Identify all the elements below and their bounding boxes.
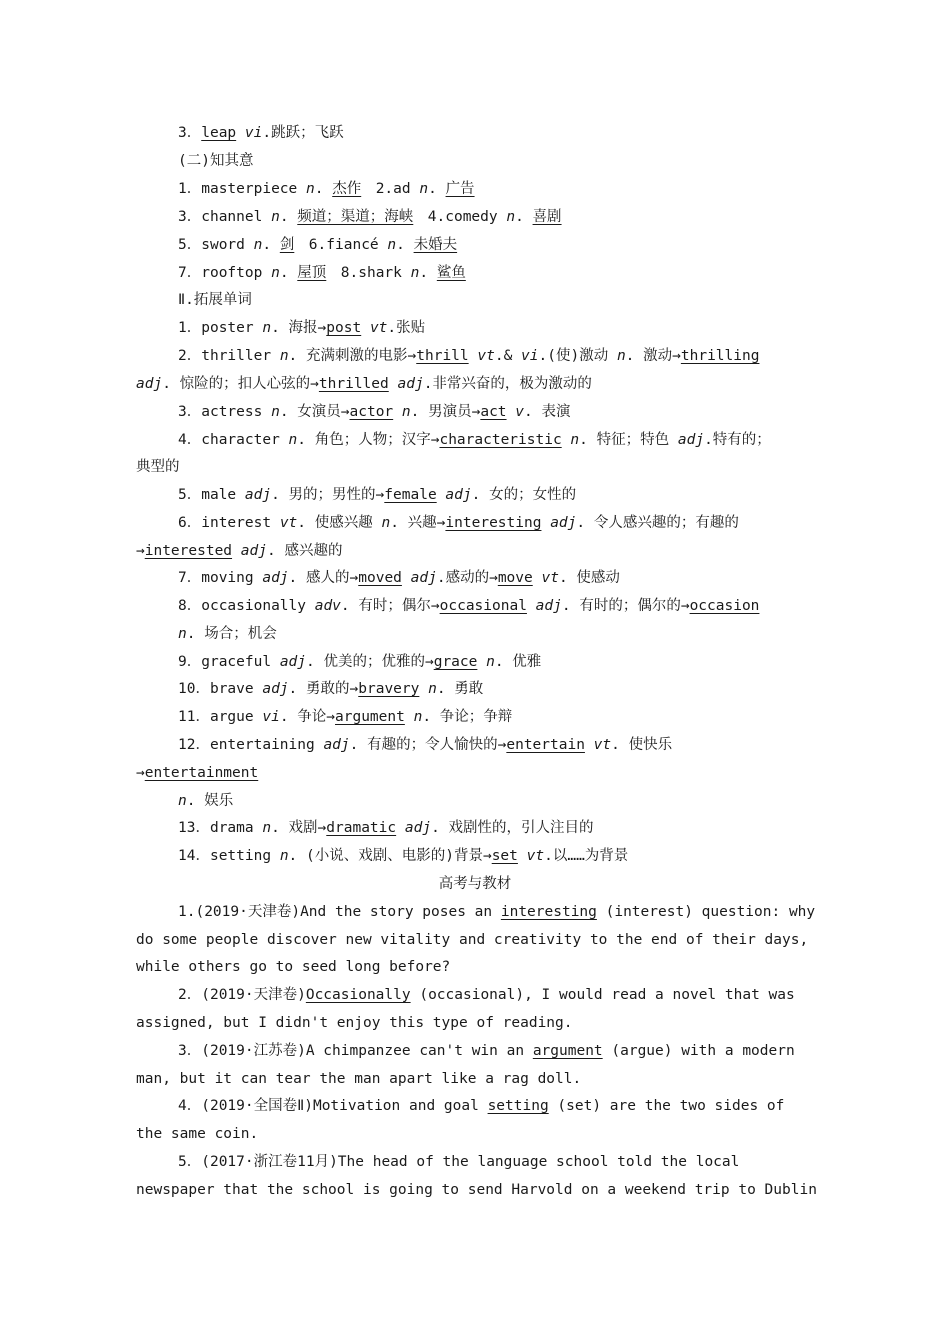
text-segment: . 争论；争辩 — [422, 709, 513, 725]
text-segment — [527, 598, 536, 614]
text-segment: 6．interest — [178, 515, 280, 531]
text-segment: . 优美的；优雅的→ — [306, 654, 434, 670]
text-segment: adj — [244, 487, 272, 503]
text-line — [178, 707, 512, 727]
text-line — [136, 1124, 258, 1144]
text-segment: .感动的→ — [436, 570, 498, 586]
text-segment: adj — [535, 598, 562, 614]
text-segment: vt — [279, 515, 298, 531]
text-line — [178, 430, 771, 450]
answer-blank: 广告 — [445, 181, 475, 197]
text-segment: n — [279, 848, 289, 864]
text-segment: 3．(2019·江苏卷)A chimpanzee can't win an — [178, 1043, 533, 1059]
text-segment: .(使)激动 — [538, 348, 617, 364]
text-segment: 2．thriller — [178, 348, 280, 364]
text-segment: . 感人的→ — [288, 570, 359, 586]
text-segment: → — [136, 543, 145, 559]
answer-blank: entertainment — [144, 765, 259, 781]
text-segment: 1．masterpiece — [178, 181, 306, 197]
text-segment: n — [428, 681, 437, 697]
text-segment: 8.shark — [326, 265, 411, 281]
text-segment: . 海报→ — [271, 320, 327, 336]
text-segment: . (小说、戏剧、电影的)背景→ — [288, 848, 492, 864]
text-segment: → — [136, 765, 145, 781]
text-line — [178, 290, 252, 310]
text-segment: 7．moving — [178, 570, 263, 586]
text-segment: . 勇敢 — [436, 681, 484, 697]
answer-blank: thrilled — [318, 376, 389, 392]
text-segment: adj — [550, 515, 577, 531]
text-segment — [405, 709, 414, 725]
text-segment: .& — [494, 348, 522, 364]
text-line — [136, 374, 592, 394]
text-segment: adj — [262, 570, 289, 586]
text-segment: vi — [244, 125, 263, 141]
text-segment: adj — [397, 376, 424, 392]
answer-blank: move — [497, 570, 533, 586]
answer-blank: grace — [433, 654, 478, 670]
text-segment: 12．entertaining — [178, 737, 324, 753]
text-segment: adj — [240, 543, 267, 559]
text-segment: 1．poster — [178, 320, 263, 336]
answer-blank: set — [491, 848, 518, 864]
text-line — [178, 123, 344, 143]
text-line — [178, 151, 253, 171]
text-segment: . 特征；特色 — [579, 432, 678, 448]
answer-blank: bravery — [358, 681, 420, 697]
answer-blank: 杰作 — [332, 181, 362, 197]
text-segment: v — [515, 404, 525, 420]
answer-blank: 频道；渠道；海峡 — [297, 209, 414, 225]
text-line — [178, 235, 457, 255]
text-segment: 3．actress — [178, 404, 272, 420]
text-segment: n — [271, 209, 280, 225]
text-segment: n — [262, 320, 272, 336]
text-line — [178, 791, 233, 811]
text-segment: .以……为背景 — [544, 848, 629, 864]
text-segment: 7．rooftop — [178, 265, 272, 281]
text-segment: adj — [279, 654, 307, 670]
text-line — [136, 957, 450, 977]
text-line — [178, 652, 541, 672]
text-segment: n — [271, 265, 280, 281]
text-segment: . — [279, 265, 298, 281]
answer-blank: thrill — [416, 348, 469, 364]
text-segment: 2．(2019·天津卷) — [178, 987, 306, 1003]
answer-blank: interesting — [445, 515, 542, 531]
text-segment: while others go to seed long before? — [136, 959, 451, 975]
text-segment: . 使快乐 — [611, 737, 673, 753]
text-segment: 4．(2019·全国卷Ⅱ)Motivation and goal — [178, 1098, 488, 1114]
answer-blank: Occasionally — [305, 987, 411, 1003]
text-segment: n — [401, 404, 411, 420]
text-segment: n — [410, 265, 420, 281]
text-line — [178, 402, 570, 422]
text-segment: 2.ad — [361, 181, 420, 197]
text-segment: . 有趣的；令人愉快的→ — [349, 737, 507, 753]
text-segment: 11．argue — [178, 709, 263, 725]
text-segment — [419, 681, 428, 697]
text-segment: . 争论→ — [279, 709, 336, 725]
text-segment: 3．channel — [178, 209, 272, 225]
text-segment — [396, 820, 405, 836]
text-segment: n — [387, 237, 397, 253]
answer-blank: occasional — [439, 598, 527, 614]
text-segment: n — [288, 432, 298, 448]
text-segment: (interest) question: why — [596, 904, 816, 920]
text-line — [178, 735, 672, 755]
text-line — [178, 985, 795, 1005]
text-segment: (二)知其意 — [178, 153, 254, 169]
text-segment: 14．setting — [178, 848, 280, 864]
text-segment — [507, 404, 516, 420]
text-segment: 6.fiancé — [294, 237, 388, 253]
text-segment: 5．male — [178, 487, 245, 503]
text-segment: vi — [521, 348, 539, 364]
text-line — [178, 207, 562, 227]
text-segment: . 戏剧性的，引人注目的 — [431, 820, 594, 836]
answer-blank: interested — [144, 543, 233, 559]
text-segment: adj — [404, 820, 432, 836]
text-segment — [393, 404, 402, 420]
text-segment: . 使感兴趣 — [297, 515, 382, 531]
text-segment: n — [253, 237, 263, 253]
text-segment: . 女演员→ — [279, 404, 350, 420]
answer-blank: dramatic — [326, 820, 397, 836]
text-segment — [361, 320, 370, 336]
text-segment: (set) are the two sides of — [548, 1098, 785, 1114]
text-segment: 8．occasionally — [178, 598, 315, 614]
text-segment: adj — [323, 737, 350, 753]
text-segment: . 令人感兴趣的；有趣的 — [576, 515, 739, 531]
text-line — [178, 263, 466, 283]
text-segment: 3． — [178, 125, 202, 141]
answer-blank: characteristic — [439, 432, 562, 448]
text-segment: . 戏剧→ — [271, 820, 327, 836]
answer-blank: post — [326, 320, 362, 336]
text-line — [136, 1013, 573, 1033]
answer-blank: entertain — [506, 737, 585, 753]
text-line — [178, 596, 759, 616]
text-line — [136, 1069, 581, 1089]
text-segment: .张贴 — [387, 320, 426, 336]
text-segment — [236, 125, 245, 141]
text-line — [136, 541, 342, 561]
text-segment — [585, 737, 594, 753]
text-segment: vi — [262, 709, 280, 725]
text-segment: .跳跃；飞跃 — [262, 125, 344, 141]
text-line — [178, 179, 475, 199]
text-segment: . — [314, 181, 333, 197]
text-segment — [402, 570, 411, 586]
text-segment: . 激动→ — [625, 348, 681, 364]
answer-blank: leap — [201, 125, 237, 141]
text-segment: adj — [262, 681, 289, 697]
text-segment: n — [262, 820, 272, 836]
text-segment: 4.comedy — [413, 209, 507, 225]
text-segment: . 充满刺激的电影→ — [288, 348, 417, 364]
text-segment: 典型的 — [136, 459, 180, 475]
text-segment: . 场合；机会 — [186, 626, 277, 642]
text-segment: vt — [541, 570, 559, 586]
text-segment: vt — [593, 737, 612, 753]
text-segment: n — [271, 404, 280, 420]
text-segment: assigned, but I didn't enjoy this type of reading. — [136, 1015, 573, 1031]
text-segment: n — [506, 209, 516, 225]
text-segment: n — [178, 793, 187, 809]
text-segment: n — [419, 181, 429, 197]
text-line — [136, 930, 808, 950]
text-line — [136, 763, 258, 783]
answer-blank: argument — [335, 709, 405, 725]
text-segment: newspaper that the school is going to send Harvold on a weekend trip to Dublin — [136, 1182, 817, 1198]
text-segment: . 勇敢的→ — [288, 681, 359, 697]
text-line — [178, 902, 815, 922]
text-segment: (occasional), I would read a novel that was — [410, 987, 795, 1003]
text-segment: n — [570, 432, 580, 448]
text-segment: man, but it can tear the man apart like a rag doll. — [136, 1071, 582, 1087]
text-line — [178, 679, 483, 699]
text-line — [178, 846, 628, 866]
text-segment: . 有时；偶尔→ — [340, 598, 440, 614]
text-segment: 13．drama — [178, 820, 263, 836]
answer-blank: thrilling — [680, 348, 760, 364]
answer-blank: 未婚夫 — [413, 237, 458, 253]
text-segment — [518, 848, 527, 864]
text-segment: Ⅱ.拓展单词 — [178, 292, 252, 308]
text-segment: .非常兴奋的，极为激动的 — [423, 376, 592, 392]
text-segment: adj — [136, 376, 163, 392]
text-segment: . — [279, 209, 298, 225]
answer-blank: female — [384, 487, 437, 503]
text-line — [136, 457, 180, 477]
answer-blank: occasion — [689, 598, 760, 614]
text-line — [178, 818, 594, 838]
text-segment: vt — [477, 348, 495, 364]
answer-blank: interesting — [500, 904, 597, 920]
text-segment: do some people discover new vitality and creativity to the end of their days, — [136, 932, 809, 948]
text-segment: n — [486, 654, 495, 670]
text-segment: . — [396, 237, 414, 253]
text-segment: . — [428, 181, 446, 197]
text-segment: n — [381, 515, 391, 531]
text-segment — [232, 543, 241, 559]
text-segment: n — [178, 626, 187, 642]
answer-blank: act — [480, 404, 507, 420]
text-segment: . 男的；男性的→ — [271, 487, 385, 503]
text-line — [178, 513, 739, 533]
text-line — [178, 318, 425, 338]
text-segment: 1.(2019·天津卷)And the story poses an — [178, 904, 501, 920]
text-segment: 4．character — [178, 432, 289, 448]
text-segment: 5．(2017·浙江卷11月)The head of the language school told the local — [178, 1154, 740, 1170]
text-segment: . — [419, 265, 437, 281]
text-segment: . 惊险的；扣人心弦的→ — [162, 376, 319, 392]
text-segment: . 使感动 — [558, 570, 620, 586]
answer-blank: actor — [349, 404, 394, 420]
text-segment: . 感兴趣的 — [266, 543, 343, 559]
answer-blank: argument — [532, 1043, 603, 1059]
text-segment: vt — [526, 848, 545, 864]
text-segment: . 优雅 — [494, 654, 542, 670]
text-segment: 9．graceful — [178, 654, 280, 670]
text-segment: adj — [410, 570, 437, 586]
text-segment: n — [413, 709, 423, 725]
answer-blank: setting — [487, 1098, 549, 1114]
text-segment — [541, 515, 550, 531]
text-segment: the same coin. — [136, 1126, 259, 1142]
text-segment: . 表演 — [524, 404, 571, 420]
text-segment: . 兴趣→ — [390, 515, 446, 531]
text-segment: adj — [677, 432, 705, 448]
text-line — [178, 485, 576, 505]
text-segment: . — [262, 237, 280, 253]
text-segment: n — [306, 181, 315, 197]
text-segment: . — [515, 209, 533, 225]
answer-blank: 屋顶 — [297, 265, 327, 281]
text-segment: (argue) with a modern — [602, 1043, 795, 1059]
answer-blank: 喜剧 — [532, 209, 562, 225]
answer-blank: moved — [358, 570, 402, 586]
text-segment: n — [616, 348, 626, 364]
text-segment — [477, 654, 486, 670]
text-segment: . 男演员→ — [410, 404, 481, 420]
text-segment: . 娱乐 — [186, 793, 234, 809]
text-segment: . 有时的；偶尔的→ — [561, 598, 690, 614]
text-segment: adj — [445, 487, 472, 503]
text-line — [178, 1096, 784, 1116]
text-segment: .特有的； — [704, 432, 771, 448]
text-segment: 10．brave — [178, 681, 263, 697]
text-segment: 5．sword — [178, 237, 254, 253]
text-line — [178, 1152, 739, 1172]
text-line — [178, 568, 620, 588]
text-segment: 高考与教材 — [438, 876, 512, 892]
text-segment: . 女的；女性的 — [471, 487, 577, 503]
answer-blank: 鲨鱼 — [436, 265, 466, 281]
text-line — [178, 346, 759, 366]
text-line — [136, 1180, 817, 1200]
text-line — [178, 624, 277, 644]
text-segment: n — [279, 348, 289, 364]
text-segment: vt — [369, 320, 388, 336]
text-segment: . 角色；人物；汉字→ — [297, 432, 440, 448]
answer-blank: 剑 — [279, 237, 295, 253]
text-segment: adv — [314, 598, 341, 614]
section-heading — [0, 874, 950, 894]
text-line — [178, 1041, 795, 1061]
